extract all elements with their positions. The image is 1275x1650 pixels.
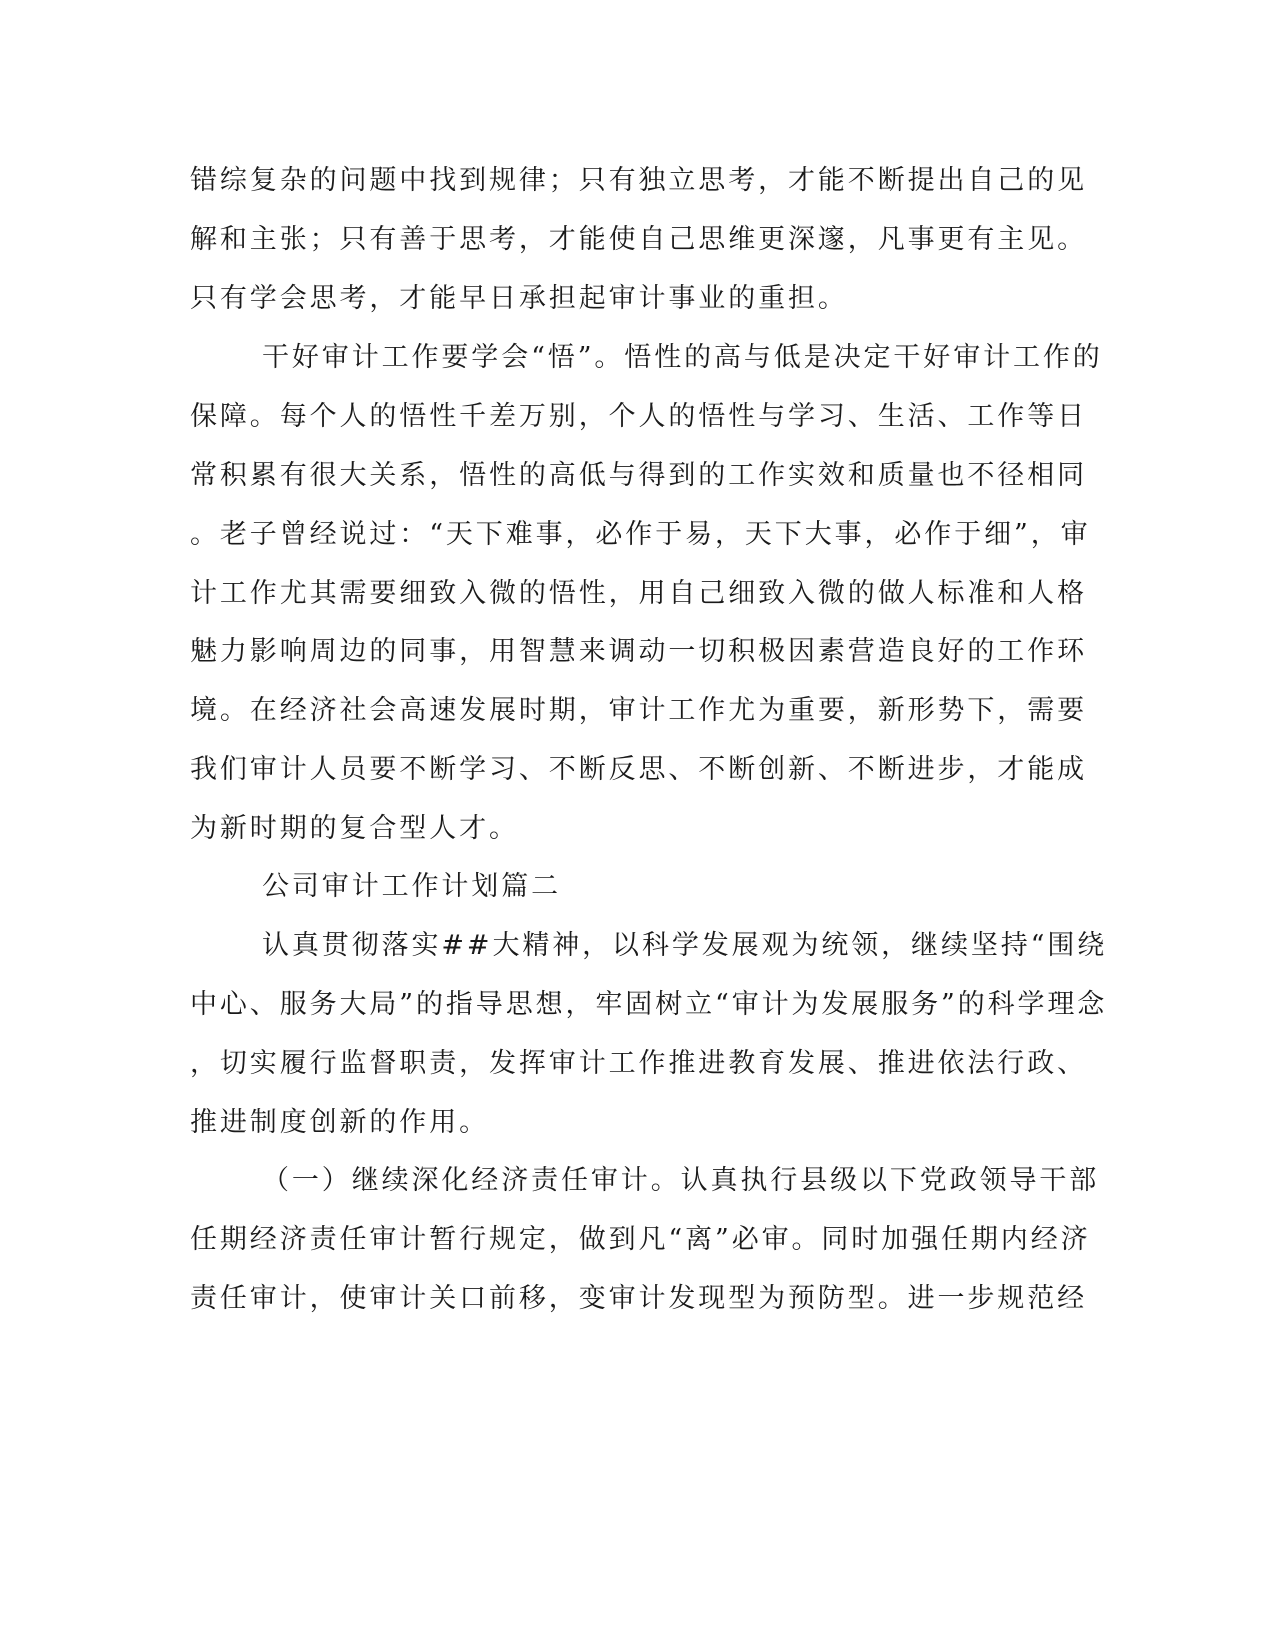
text-line: ，切实履行监督职责，发挥审计工作推进教育发展、推进依法行政、 — [190, 1048, 1087, 1079]
text-line: 。老子曾经说过：“天下难事，必作于易，天下大事，必作于细”，审 — [190, 519, 1091, 550]
text-line: 中心、服务大局”的指导思想，牢固树立“审计为发展服务”的科学理念 — [190, 989, 1108, 1020]
paragraph-start-line: （一）继续深化经济责任审计。认真执行县级以下党政领导干部 — [262, 1165, 1100, 1196]
text-line: 责任审计，使审计关口前移，变审计发现型为预防型。进一步规范经 — [190, 1283, 1087, 1314]
text-line: 计工作尤其需要细致入微的悟性，用自己细致入微的做人标准和人格 — [190, 578, 1087, 609]
paragraph-start-line: 认真贯彻落实##大精神，以科学发展观为统领，继续坚持“围绕 — [262, 930, 1108, 961]
text-line: 解和主张；只有善于思考，才能使自己思维更深邃，凡事更有主见。 — [190, 224, 1087, 255]
text-line: 我们审计人员要不断学习、不断反思、不断创新、不断进步，才能成 — [190, 754, 1087, 785]
text-line: 为新时期的复合型人才。 — [190, 813, 519, 844]
paragraph-start-line: 干好审计工作要学会“悟”。悟性的高与低是决定干好审计工作的 — [262, 342, 1103, 373]
text-line: 境。在经济社会高速发展时期，审计工作尤为重要，新形势下，需要 — [190, 695, 1087, 726]
text-line: 常积累有很大关系，悟性的高低与得到的工作实效和质量也不径相同 — [190, 460, 1087, 491]
text-line: 保障。每个人的悟性千差万别，个人的悟性与学习、生活、工作等日 — [190, 401, 1087, 432]
section-heading: 公司审计工作计划篇二 — [262, 871, 561, 902]
text-line: 只有学会思考，才能早日承担起审计事业的重担。 — [190, 283, 848, 314]
text-line: 魅力影响周边的同事，用智慧来调动一切积极因素营造良好的工作环 — [190, 636, 1087, 667]
text-line: 推进制度创新的作用。 — [190, 1107, 489, 1138]
text-line: 任期经济责任审计暂行规定，做到凡“离”必审。同时加强任期内经济 — [190, 1224, 1091, 1255]
text-line: 错综复杂的问题中找到规律；只有独立思考，才能不断提出自己的见 — [190, 165, 1087, 196]
